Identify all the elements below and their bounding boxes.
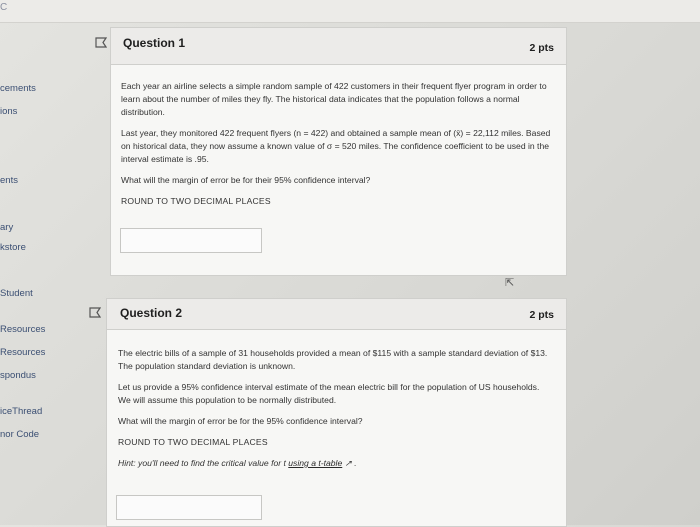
question-1-instruction: ROUND TO TWO DECIMAL PLACES [121,196,271,206]
question-2-hint [118,457,554,470]
sidebar-item-student[interactable]: Student [0,288,33,299]
hint-text: Hint: you'll need to find the critical value for t [118,458,289,468]
mouse-cursor-icon: ⇱ [505,277,515,289]
flag-question-icon[interactable] [95,37,107,48]
t-table-link[interactable]: using a t-table [288,458,343,468]
flag-question-icon[interactable] [89,307,101,318]
question-2-card [106,298,567,527]
question-2-answer-input[interactable] [116,495,262,520]
top-crumb: C [0,2,8,13]
sidebar-item-resources-2[interactable]: Resources [0,347,46,358]
question-2-prompt: What will the margin of error be for the 95% confidence interval? [118,416,363,426]
question-1-answer-input[interactable] [120,228,262,253]
sidebar-item-library[interactable]: ary [0,222,14,233]
question-1-paragraph: Each year an airline selects a simple random sample of 422 customers in their frequent flyer program in order to learn about the number of miles they fly. The historical data indicates that the population follows a normal distribution. [121,81,547,117]
sidebar-item-respondus[interactable]: spondus [0,370,36,381]
question-2-paragraph: The electric bills of a sample of 31 households provided a mean of $115 with a sample standard deviation of $13. The population standard deviation is unknown. [118,348,548,371]
question-2-instruction: ROUND TO TWO DECIMAL PLACES [118,437,268,447]
question-1-card [110,27,567,276]
question-2-title: Question 2 [120,306,183,320]
question-2-body [118,347,554,478]
sidebar-item-announcements[interactable]: cements [0,83,36,94]
question-1-body [121,80,553,216]
sidebar-item-resources-1[interactable]: Resources [0,324,46,335]
question-1-paragraph: Last year, they monitored 422 frequent flyers (n = 422) and obtained a sample mean of (x̄) = 22,112 miles. Based on historical data, they now assume a known value of σ = 520 miles. The confidence coefficient to be used in the interval estimate is .95. [121,128,551,164]
sidebar-item-assignments[interactable]: ents [0,175,18,186]
question-2-paragraph: Let us provide a 95% confidence interval estimate of the mean electric bill for the population of US households. We will assume this population to be normally distributed. [118,382,540,405]
external-link-icon: ↗ . [342,458,357,468]
sidebar-item-bookstore[interactable]: kstore [0,242,26,253]
top-strip [0,0,700,23]
course-sidebar [0,22,72,525]
sidebar-item-honor-code[interactable]: nor Code [0,429,40,440]
sidebar-item-voicethread[interactable]: iceThread [0,406,43,417]
question-1-points: 2 pts [529,42,554,54]
sidebar-item-discussions[interactable]: ions [0,106,18,117]
question-1-title: Question 1 [123,36,186,50]
question-1-prompt: What will the margin of error be for their 95% confidence interval? [121,175,371,185]
question-2-points: 2 pts [529,309,554,321]
